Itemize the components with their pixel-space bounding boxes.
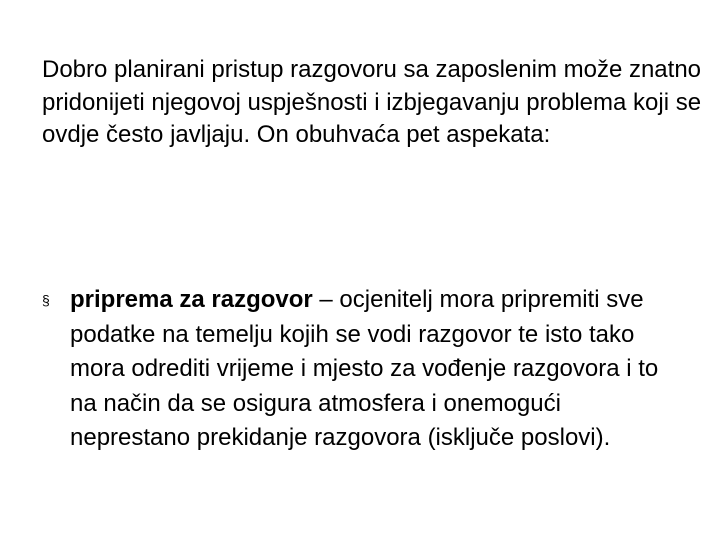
bullet-description: – ocjenitelj mora pripremiti sve podatke na temelju kojih se vodi razgovor te isto tako mora odrediti vrijeme i mjesto za vođenje razgovora i to na način da se osigura atmosfera i onemogući neprestano prekidanje razgovora (isključe poslovi). (70, 286, 659, 452)
intro-text (42, 54, 702, 152)
bullet-marker-icon: § (42, 292, 50, 308)
bullet-item-priprema (42, 283, 682, 456)
intro-paragraph-2: pridonijeti njegovoj uspješnosti i izbjegavanju problema koji se (42, 88, 702, 116)
bullet-list (42, 283, 682, 456)
intro-paragraph-1: Dobro planirani pristup razgovoru sa zaposlenim može znatno (42, 56, 702, 83)
bullet-term: priprema za razgovor (70, 286, 313, 313)
intro-paragraph-3: ovdje često javljaju. On obuhvaća pet aspekata: (42, 121, 551, 148)
